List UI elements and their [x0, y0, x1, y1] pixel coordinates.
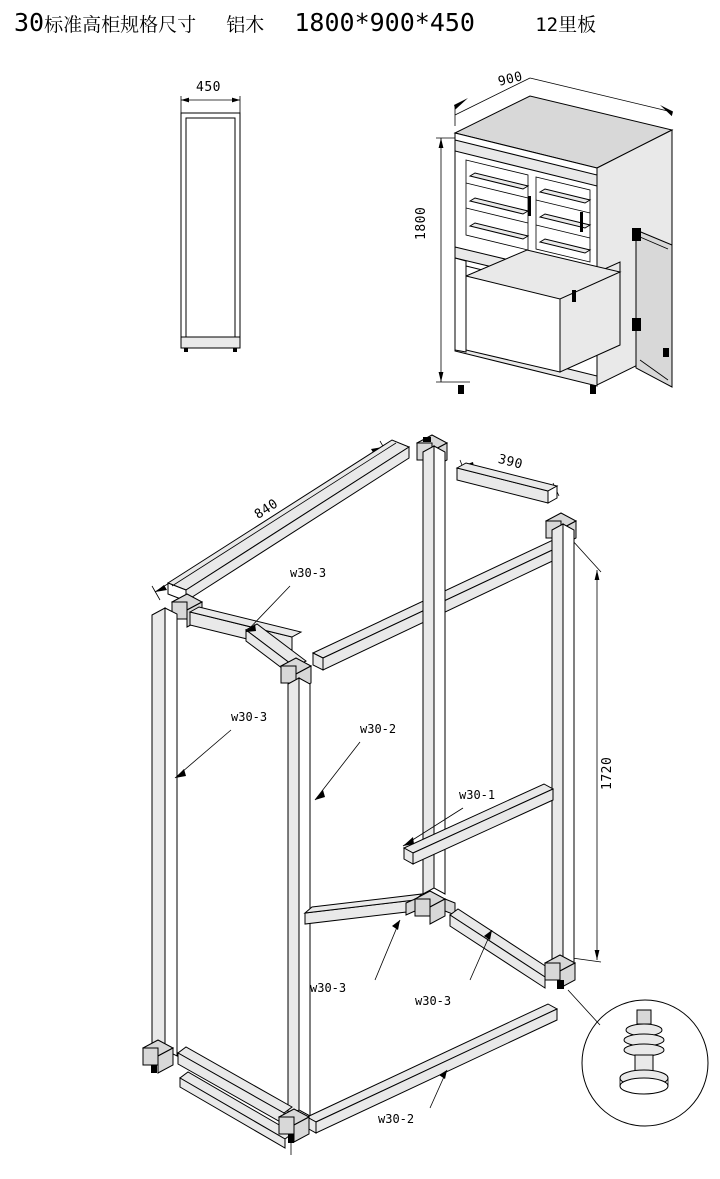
callout-w30-2-bottom: w30-2 — [378, 1112, 415, 1126]
title-name: 标准高柜规格尺寸 — [44, 14, 197, 36]
callout-w30-3-left: w30-3 — [231, 710, 268, 724]
callout-w30-3-lower-right: w30-3 — [415, 994, 452, 1008]
frame-exploded-view — [143, 435, 708, 1155]
title-code: 30 — [14, 8, 45, 37]
callout-w30-3-lower-left: w30-3 — [310, 981, 347, 995]
title-size: 1800*900*450 — [294, 8, 475, 37]
cabinet-isometric-view — [436, 78, 673, 394]
dim-900: 900 — [496, 69, 525, 90]
dim-450: 450 — [196, 80, 221, 95]
dim-1800: 1800 — [414, 206, 429, 240]
callout-w30-2-center: w30-2 — [360, 722, 397, 736]
title-note: 12里板 — [535, 14, 597, 36]
title-material: 铝木 — [226, 14, 265, 36]
callout-w30-1: w30-1 — [459, 788, 496, 802]
side-elevation-view — [181, 96, 240, 352]
dim-1720: 1720 — [600, 756, 615, 790]
dim-390: 390 — [496, 452, 525, 473]
callout-w30-3-top: w30-3 — [290, 566, 327, 580]
dim-840: 840 — [252, 496, 282, 523]
